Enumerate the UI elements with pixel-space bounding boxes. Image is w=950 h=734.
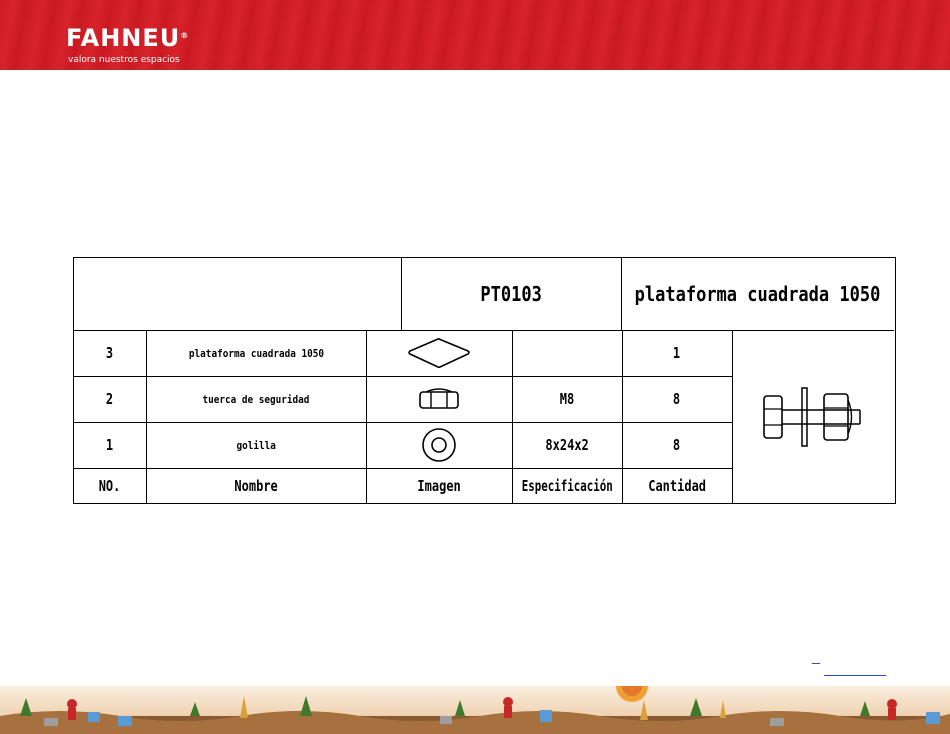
- assembly-drawing-cell: [732, 330, 894, 503]
- row-especificacion: M8: [559, 390, 575, 408]
- header-cantidad: Cantidad: [648, 476, 706, 495]
- row-nombre: golilla: [236, 438, 276, 452]
- row-no-cell: [74, 376, 146, 422]
- row-cantidad: 1: [673, 344, 681, 362]
- header-nombre: Nombre: [234, 476, 278, 495]
- landscape-illustration-icon: [0, 686, 950, 734]
- title-blank-cell: [74, 258, 401, 330]
- header-imagen-cell: [366, 468, 512, 503]
- bolt-assembly-icon: [758, 382, 868, 452]
- row-especificacion: 8x24x2: [545, 436, 589, 454]
- header-no: NO.: [99, 476, 121, 495]
- lock-nut-icon: [417, 386, 461, 412]
- part-title-cell: [621, 258, 894, 330]
- bill-of-materials-table: [73, 257, 896, 504]
- part-code: PT0103: [480, 282, 542, 306]
- row-imagen-cell: [366, 422, 512, 468]
- header-imagen: Imagen: [417, 476, 461, 495]
- row-nombre-cell: [146, 422, 366, 468]
- row-cantidad-cell: [622, 330, 732, 376]
- row-cantidad-cell: [622, 422, 732, 468]
- header-nombre-cell: [146, 468, 366, 503]
- header-no-cell: [74, 468, 146, 503]
- row-imagen-cell: [366, 376, 512, 422]
- row-imagen-cell: [366, 330, 512, 376]
- row-cantidad-cell: [622, 376, 732, 422]
- row-nombre-cell: [146, 330, 366, 376]
- header-especificacion: Especificación: [521, 476, 613, 495]
- row-especificacion-cell: [512, 376, 622, 422]
- washer-icon: [419, 425, 459, 465]
- row-no: 2: [106, 390, 114, 408]
- row-especificacion-cell: [512, 422, 622, 468]
- footer-decoration: [0, 686, 950, 734]
- part-title: plataforma cuadrada 1050: [634, 282, 881, 306]
- part-code-cell: [401, 258, 621, 330]
- brand-name: FAHNEU: [66, 24, 181, 52]
- row-no-cell: [74, 330, 146, 376]
- footer-link-dash: [812, 663, 820, 664]
- row-no: 1: [106, 436, 114, 454]
- header-banner: [0, 0, 950, 70]
- row-cantidad: 8: [673, 436, 681, 454]
- header-cantidad-cell: [622, 468, 732, 503]
- registered-mark: ®: [180, 31, 190, 40]
- square-platform-icon: [404, 336, 474, 370]
- row-no-cell: [74, 422, 146, 468]
- row-especificacion-cell: [512, 330, 622, 376]
- brand-logo[interactable]: [66, 25, 189, 51]
- row-cantidad: 8: [673, 390, 681, 408]
- row-no: 3: [106, 344, 114, 362]
- row-nombre: tuerca de seguridad: [202, 392, 310, 406]
- row-nombre-cell: [146, 376, 366, 422]
- header-especificacion-cell: [512, 468, 622, 503]
- footer-link[interactable]: [824, 663, 886, 676]
- brand-tagline: valora nuestros espacios: [68, 55, 180, 65]
- row-nombre: plataforma cuadrada 1050: [188, 346, 324, 360]
